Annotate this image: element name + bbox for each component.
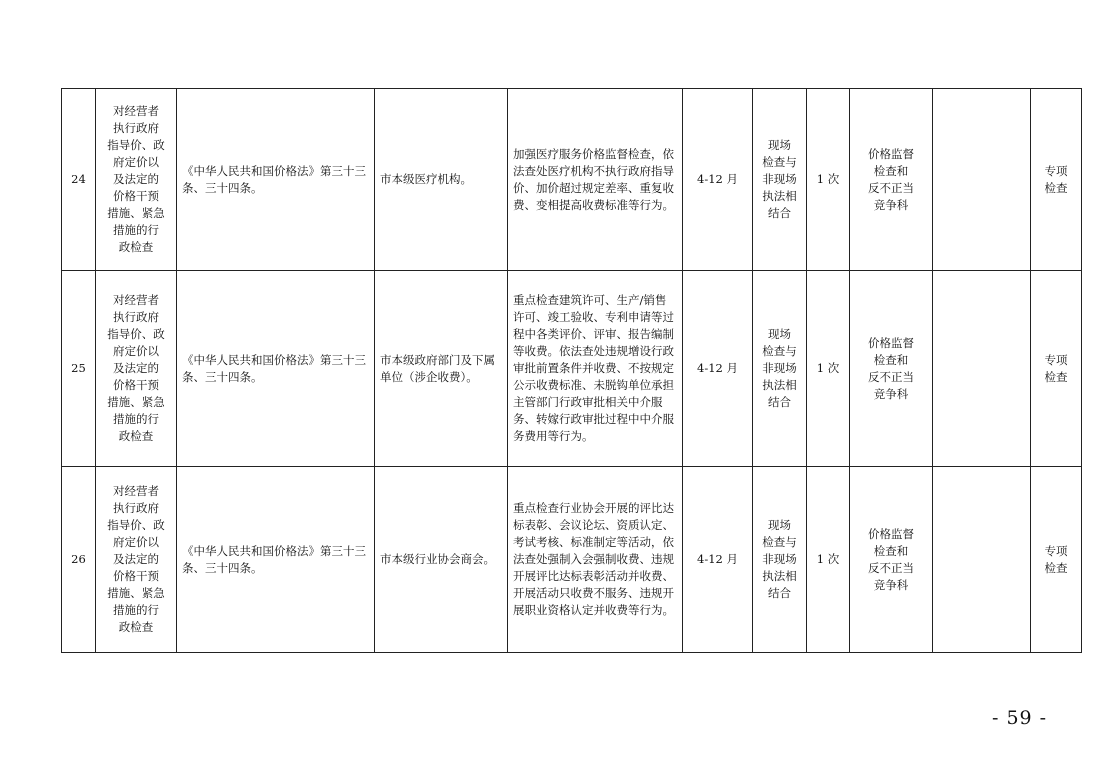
row-number: 24	[62, 89, 96, 271]
inspection-item: 对经营者 执行政府 指导价、政 府定价以 及法定的 价格干预 措施、紧急 措施的行 政检查	[96, 271, 177, 467]
inspection-method: 现场 检查与 非现场 执法相 结合	[753, 89, 807, 271]
inspection-target: 市本级政府部门及下属单位（涉企收费）。	[375, 271, 508, 467]
responsible-department: 价格监督 检查和 反不正当 竞争科	[850, 89, 933, 271]
inspection-item: 对经营者 执行政府 指导价、政 府定价以 及法定的 价格干预 措施、紧急 措施的行 政检查	[96, 89, 177, 271]
inspection-frequency: 1 次	[807, 89, 850, 271]
responsible-department: 价格监督 检查和 反不正当 竞争科	[850, 271, 933, 467]
inspection-content: 重点检查建筑许可、生产/销售许可、竣工验收、专利申请等过程中各类评价、评审、报告编制等收费。依法查处违规增设行政审批前置条件并收费、不按规定公示收费标准、未脱钩单位承担主管部门行政审批相关中介服务、转嫁行政审批过程中中介服务费用等行为。	[508, 271, 683, 467]
inspection-item: 对经营者 执行政府 指导价、政 府定价以 及法定的 价格干预 措施、紧急 措施的行 政检查	[96, 467, 177, 653]
legal-basis: 《中华人民共和国价格法》第三十三条、三十四条。	[177, 467, 375, 653]
inspection-type: 专项 检查	[1031, 467, 1082, 653]
inspection-type: 专项 检查	[1031, 271, 1082, 467]
cooperating-department	[933, 271, 1031, 467]
cooperating-department	[933, 89, 1031, 271]
inspection-frequency: 1 次	[807, 271, 850, 467]
table-row	[62, 467, 1082, 653]
inspection-target: 市本级行业协会商会。	[375, 467, 508, 653]
legal-basis: 《中华人民共和国价格法》第三十三条、三十四条。	[177, 89, 375, 271]
row-number: 26	[62, 467, 96, 653]
inspection-period: 4-12 月	[683, 89, 753, 271]
inspection-target: 市本级医疗机构。	[375, 89, 508, 271]
row-number: 25	[62, 271, 96, 467]
responsible-department: 价格监督 检查和 反不正当 竞争科	[850, 467, 933, 653]
inspection-content: 加强医疗服务价格监督检查，依法查处医疗机构不执行政府指导价、加价超过规定差率、重复收费、变相提高收费标准等行为。	[508, 89, 683, 271]
inspection-content: 重点检查行业协会开展的评比达标表彰、会议论坛、资质认定、考试考核、标准制定等活动，依法查处强制入会强制收费、违规开展评比达标表彰活动并收费、开展活动只收费不服务、违规开展职业资格认定并收费等行为。	[508, 467, 683, 653]
page-number: - 59 -	[992, 707, 1048, 729]
cooperating-department	[933, 467, 1031, 653]
table-row	[62, 271, 1082, 467]
inspection-method: 现场 检查与 非现场 执法相 结合	[753, 467, 807, 653]
inspection-period: 4-12 月	[683, 271, 753, 467]
table-row	[62, 89, 1082, 271]
inspection-type: 专项 检查	[1031, 89, 1082, 271]
inspection-period: 4-12 月	[683, 467, 753, 653]
legal-basis: 《中华人民共和国价格法》第三十三条、三十四条。	[177, 271, 375, 467]
inspection-table	[61, 88, 1082, 653]
inspection-method: 现场 检查与 非现场 执法相 结合	[753, 271, 807, 467]
inspection-frequency: 1 次	[807, 467, 850, 653]
